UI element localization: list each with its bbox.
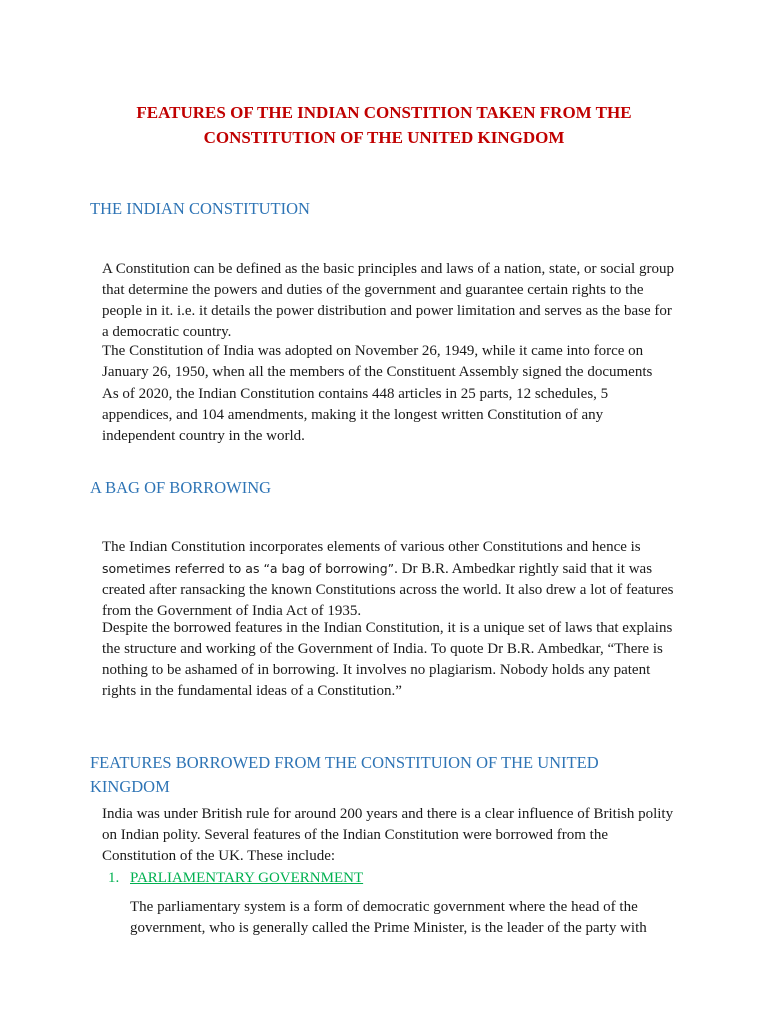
quoted-bag-of-borrowing: sometimes referred to as “a bag of borrowing”	[102, 561, 395, 576]
list-item-label: PARLIAMENTARY GOVERNMENT	[130, 870, 364, 886]
document-title	[90, 100, 678, 150]
paragraph-constitution-adoption: The Constitution of India was adopted on November 26, 1949, while it came into force on January 26, 1950, when all the members of the Constituent Assembly signed the documents	[102, 343, 653, 380]
paragraph-bag-of-borrowing-end: . Dr B.R. Ambedkar rightly said that it was created after ransacking the known Constitutions across the world. It also drew a lot of features from the Government of India Act of 1935.	[102, 561, 674, 619]
document-title-line-1: FEATURES OF THE INDIAN CONSTITION TAKEN FROM THE	[136, 103, 632, 122]
paragraph-constitution-size: As of 2020, the Indian Constitution contains 448 articles in 25 parts, 12 schedules, 5 appendices, and 104 amendments, making it the longest written Constitution of any independent country in the world.	[102, 386, 609, 444]
paragraph-british-influence: India was under British rule for around 200 years and there is a clear influence of British polity on Indian polity. Several features of the Indian Constitution were borrowed from the Constitution of the UK. These include:	[102, 806, 674, 864]
document-title-line-2: CONSTITUTION OF THE UNITED KINGDOM	[203, 128, 565, 147]
paragraph-constitution-definition: A Constitution can be defined as the basic principles and laws of a nation, state, or social group that determine the powers and duties of the government and guarantee certain rights to the people in it. i.e. it details the power distribution and power limitation and serves as the base for a democratic country.	[102, 261, 674, 340]
section-heading-indian-constitution: THE INDIAN CONSTITUTION	[90, 199, 310, 218]
list-item-number: 1.	[108, 870, 120, 886]
paragraph-bag-of-borrowing	[102, 537, 680, 622]
paragraph-parliamentary-system: The parliamentary system is a form of democratic government where the head of the government, who is generally called the Prime Minister, is the leader of the party with	[130, 899, 647, 936]
section-heading-bag-of-borrowing: A BAG OF BORROWING	[90, 478, 272, 497]
paragraph-bag-of-borrowing-start: The Indian Constitution incorporates elements of various other Constitutions and hence is	[102, 539, 641, 555]
list-item-parliamentary-government	[108, 868, 363, 889]
paragraph-ambedkar-quote: Despite the borrowed features in the Indian Constitution, it is a unique set of laws that explains the structure and working of the Government of India. To quote Dr B.R. Ambedkar, “There is nothing to be ashamed of in borrowing. It involves no plagiarism. Nobody holds any patent rights in the fundamental ideas of a Constitution.”	[102, 620, 673, 699]
section-heading-features-borrowed-uk: FEATURES BORROWED FROM THE CONSTITUION OF THE UNITED KINGDOM	[90, 753, 599, 796]
